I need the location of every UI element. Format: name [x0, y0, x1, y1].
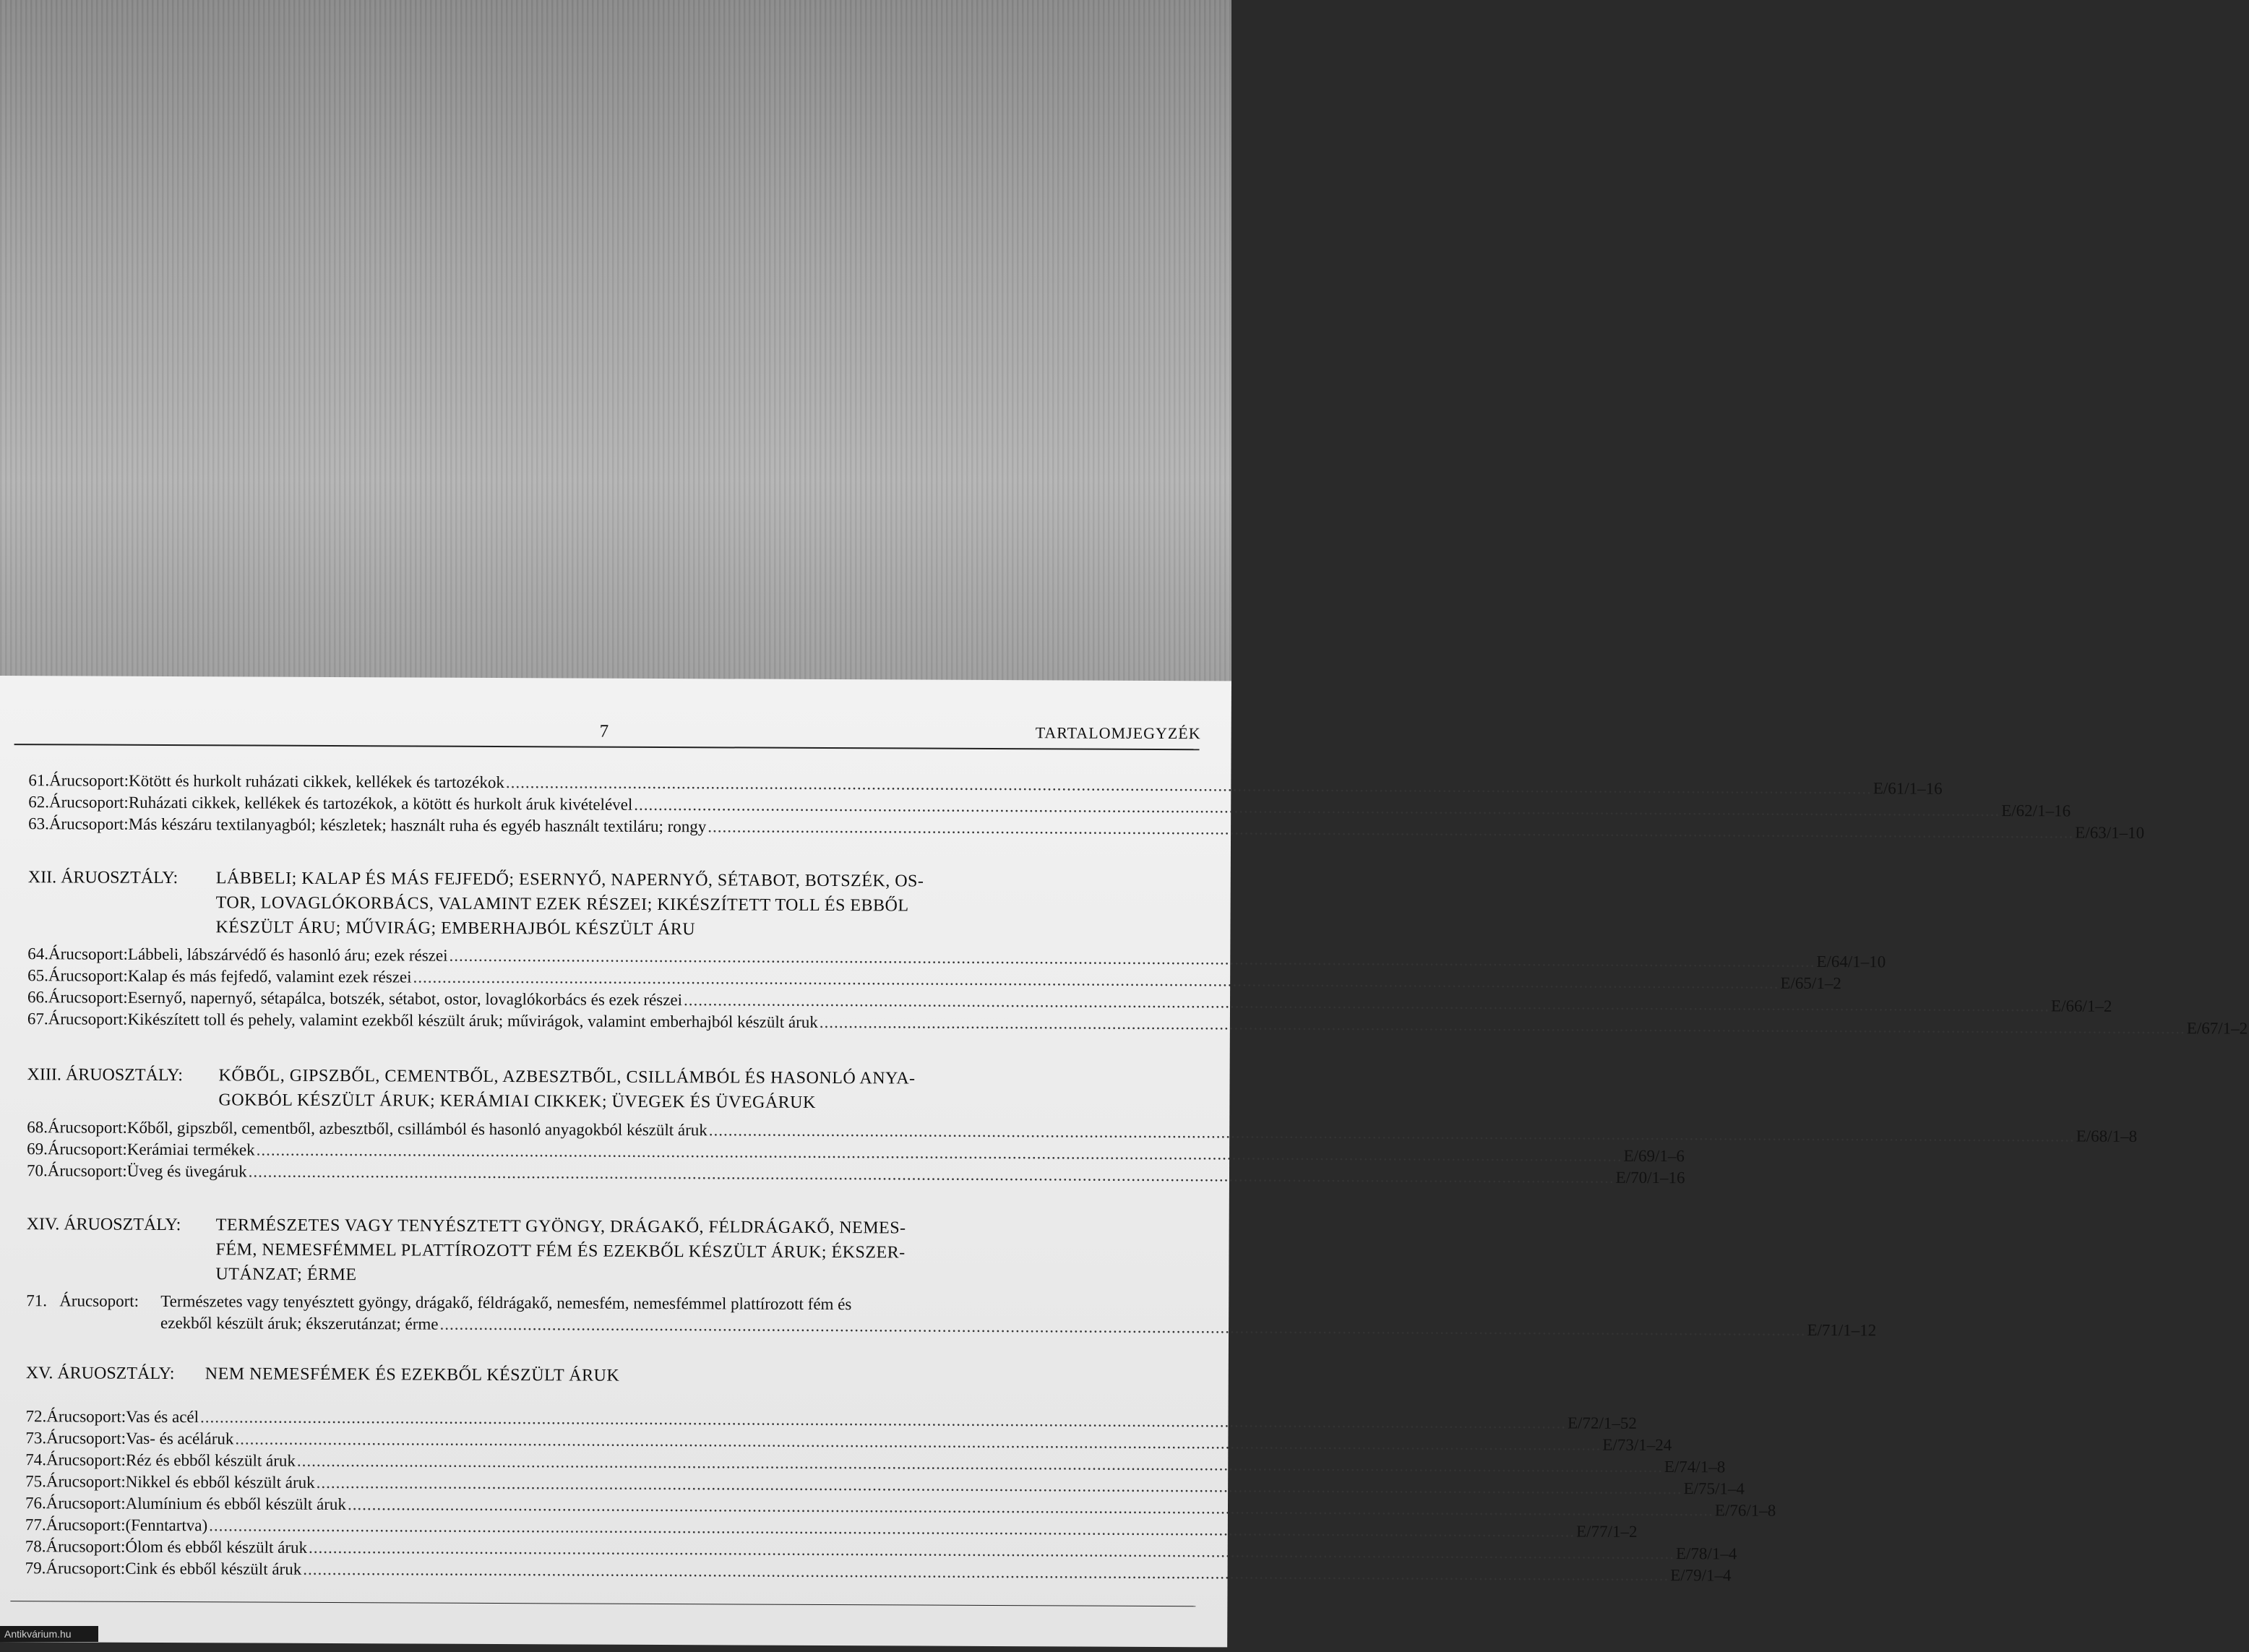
entry-number: 66.	[27, 988, 48, 1007]
entry-reference: E/66/1–2	[2050, 997, 2112, 1015]
leader-dots	[820, 1013, 2185, 1038]
entry-group-label: Árucsoport:	[46, 1494, 126, 1513]
entry-group-label: Árucsoport:	[47, 1161, 127, 1180]
section-title-line: LÁBBELI; KALAP ÉS MÁS FEJFEDŐ; ESERNYŐ, NAPERNYŐ, SÉTABOT, BOTSZÉK, OS-	[215, 869, 924, 891]
entry-number: 73.	[25, 1429, 47, 1447]
entry-number: 72.	[25, 1407, 47, 1426]
entry-title: Esernyő, napernyő, sétapálca, botszék, sétabot, ostor, lovaglókorbács és ezek részei	[127, 988, 683, 1010]
entry-group-label: Árucsoport:	[46, 1429, 126, 1447]
entry-number: 63.	[28, 814, 49, 833]
section-heading	[27, 865, 1025, 949]
entry-title: Réz és ebből készült áruk	[125, 1450, 296, 1470]
entry-group-label: Árucsoport:	[59, 1291, 139, 1310]
entry-title: Kötött és hurkolt ruházati cikkek, kellékek és tartozékok	[128, 771, 504, 792]
section-title-line: TOR, LOVAGLÓKORBÁCS, VALAMINT EZEK RÉSZEI; KIKÉSZÍTETT TOLL ÉS EBBŐL	[215, 893, 909, 916]
leader-dots	[257, 1141, 1622, 1166]
toc-entry	[27, 1010, 2248, 1038]
entry-group-label: Árucsoport:	[48, 793, 129, 812]
entry-number: 65.	[27, 966, 48, 985]
section-title-line: NEM NEMESFÉMEK ÉS EZEKBŐL KÉSZÜLT ÁRUK	[205, 1364, 620, 1385]
entry-group-label: Árucsoport:	[47, 1118, 127, 1137]
entry-title: Kőből, gipszből, cementből, azbesztből, csillámból és hasonló anyagokból készült áruk	[126, 1118, 708, 1140]
entry-reference: E/70/1–16	[1615, 1168, 1685, 1187]
toc-entry	[28, 814, 2145, 842]
leader-dots	[684, 991, 2050, 1015]
entry-group-label: Árucsoport:	[46, 1515, 126, 1534]
book-cover-background	[0, 0, 1231, 687]
leader-dots	[709, 1121, 2075, 1145]
entry-reference: E/61/1–16	[1872, 779, 1943, 798]
toc-page	[0, 676, 2248, 1647]
entry-reference: E/72/1–52	[1567, 1414, 1637, 1432]
section-title-line: UTÁNZAT; ÉRME	[215, 1265, 357, 1285]
section-heading	[27, 1062, 1024, 1122]
leader-dots	[317, 1474, 1682, 1498]
entry-title: Kerámiai termékek	[126, 1140, 255, 1159]
leader-dots	[249, 1163, 1614, 1187]
entry-number: 69.	[27, 1140, 48, 1158]
entry-number: 77.	[25, 1515, 46, 1534]
leader-dots	[634, 796, 2000, 820]
section-label: XIV. ÁRUOSZTÁLY:	[26, 1215, 181, 1235]
toc-entry-continuation	[160, 1313, 1877, 1340]
leader-dots	[235, 1429, 1601, 1454]
toc-entry	[25, 1559, 1732, 1586]
entry-number: 68.	[27, 1118, 48, 1137]
leader-dots	[209, 1516, 1575, 1541]
entry-number: 78.	[25, 1537, 46, 1556]
leader-dots	[200, 1408, 1566, 1432]
entry-group-label: Árucsoport:	[48, 945, 129, 963]
entry-number: 61.	[28, 771, 50, 790]
entry-group-label: Árucsoport:	[48, 988, 128, 1007]
footer-rule	[10, 1601, 1195, 1606]
entry-reference: E/63/1–10	[2075, 823, 2145, 842]
section-title-line: FÉM, NEMESFÉMMEL PLATTÍROZOTT FÉM ÉS EZEKBŐL KÉSZÜLT ÁRUK; ÉKSZER-	[215, 1240, 906, 1262]
entry-reference: E/78/1–4	[1675, 1544, 1737, 1563]
entry-group-label: Árucsoport:	[48, 1010, 128, 1028]
entry-group-label: Árucsoport:	[46, 1407, 126, 1426]
leader-dots	[303, 1560, 1669, 1585]
entry-reference: E/73/1–24	[1602, 1435, 1672, 1455]
entry-group-label: Árucsoport:	[47, 1140, 127, 1158]
entry-title: Kikészített toll és pehely, valamint ezekből készült áruk; művirágok, valamint emberhajból készült áruk	[127, 1010, 818, 1031]
entry-number: 71.	[26, 1291, 48, 1310]
entry-title: Ólom és ebből készült áruk	[125, 1537, 308, 1557]
entry-title-continuation: ezekből készült áruk; ékszerutánzat; érme	[160, 1313, 439, 1333]
entry-number: 67.	[27, 1010, 48, 1028]
watermark: Antikvárium.hu	[0, 1626, 98, 1642]
entry-title: Vas- és acéláruk	[125, 1429, 234, 1448]
leader-dots	[297, 1452, 1663, 1476]
toc-entry	[26, 1161, 1685, 1188]
leader-dots	[708, 817, 2073, 842]
entry-title: Más készáru textilanyagból; készletek; használt ruha és egyéb használt textiláru; rongy	[128, 814, 707, 836]
entry-group-label: Árucsoport:	[48, 814, 129, 833]
section-label: XV. ÁRUOSZTÁLY:	[25, 1364, 175, 1384]
entry-group-label: Árucsoport:	[46, 1450, 126, 1469]
entry-reference: E/65/1–2	[1780, 973, 1841, 993]
leader-dots	[506, 773, 1872, 798]
entry-reference: E/71/1–12	[1807, 1320, 1877, 1340]
section-heading	[26, 1212, 1023, 1296]
leader-dots	[413, 968, 1779, 992]
entry-reference: E/67/1–2	[2186, 1019, 2248, 1038]
section-title-line: GOKBÓL KÉSZÜLT ÁRUK; KERÁMIAI CIKKEK; ÜVEGEK ÉS ÜVEGÁRUK	[218, 1090, 816, 1112]
entry-title: Üveg és üvegáruk	[126, 1161, 247, 1181]
entry-reference: E/69/1–6	[1623, 1146, 1685, 1166]
entry-title: Vas és acél	[126, 1407, 199, 1427]
entry-reference: E/79/1–4	[1670, 1566, 1732, 1585]
entry-title: Ruházati cikkek, kellékek és tartozékok, a kötött és hurkolt áruk kivételével	[128, 793, 633, 814]
entry-group-label: Árucsoport:	[46, 1537, 126, 1556]
entry-group-label: Árucsoport:	[49, 771, 129, 790]
section-label: XIII. ÁRUOSZTÁLY:	[27, 1065, 184, 1085]
entry-title: Kalap és más fejfedő, valamint ezek részei	[127, 966, 412, 986]
entry-reference: E/64/1–10	[1816, 952, 1886, 971]
entry-number: 79.	[25, 1559, 46, 1578]
entry-reference: E/76/1–8	[1714, 1501, 1776, 1520]
entry-title: (Fenntartva)	[125, 1515, 208, 1535]
entry-reference: E/77/1–2	[1576, 1522, 1638, 1541]
entry-group-label: Árucsoport:	[46, 1559, 126, 1578]
entry-group-label: Árucsoport:	[46, 1472, 126, 1491]
leader-dots	[348, 1495, 1713, 1520]
entry-title: Nikkel és ebből készült áruk	[125, 1472, 315, 1492]
entry-title: Természetes vagy tenyésztett gyöngy, drágakő, féldrágakő, nemesfém, nemesfémmel plattírozott fém és	[160, 1291, 852, 1314]
section-title-line: KÉSZÜLT ÁRU; MŰVIRÁG; EMBERHAJBÓL KÉSZÜLT ÁRU	[215, 918, 696, 939]
entry-number: 75.	[25, 1472, 46, 1491]
leader-dots	[449, 947, 1815, 971]
entry-group-label: Árucsoport:	[48, 966, 128, 985]
section-title-line: TERMÉSZETES VAGY TENYÉSZTETT GYÖNGY, DRÁGAKŐ, FÉLDRÁGAKŐ, NEMES-	[215, 1216, 906, 1238]
leader-dots	[309, 1539, 1674, 1563]
entry-reference: E/75/1–4	[1683, 1479, 1745, 1498]
entry-title: Alumínium és ebből készült áruk	[125, 1494, 347, 1514]
leader-dots	[439, 1315, 1805, 1340]
entry-number: 62.	[28, 793, 50, 812]
page-number: 7	[599, 721, 609, 741]
running-title: TARTALOMJEGYZÉK	[1035, 723, 1201, 743]
entry-number: 76.	[25, 1494, 46, 1513]
entry-title: Cink és ebből készült áruk	[125, 1559, 302, 1578]
entry-title: Lábbeli, lábszárvédő és hasonló áru; ezek részei	[127, 945, 448, 965]
section-title-line: KŐBŐL, GIPSZBŐL, CEMENTBŐL, AZBESZTBŐL, CSILLÁMBÓL ÉS HASONLÓ ANYA-	[218, 1066, 916, 1088]
section-label: XII. ÁRUOSZTÁLY:	[27, 868, 179, 888]
entry-reference: E/74/1–8	[1664, 1458, 1726, 1476]
entry-number: 64.	[27, 945, 49, 963]
entry-number: 70.	[26, 1161, 48, 1180]
entry-reference: E/68/1–8	[2076, 1127, 2138, 1145]
entry-number: 74.	[25, 1450, 47, 1469]
section-heading	[26, 1361, 1023, 1391]
entry-reference: E/62/1–16	[2001, 801, 2071, 820]
